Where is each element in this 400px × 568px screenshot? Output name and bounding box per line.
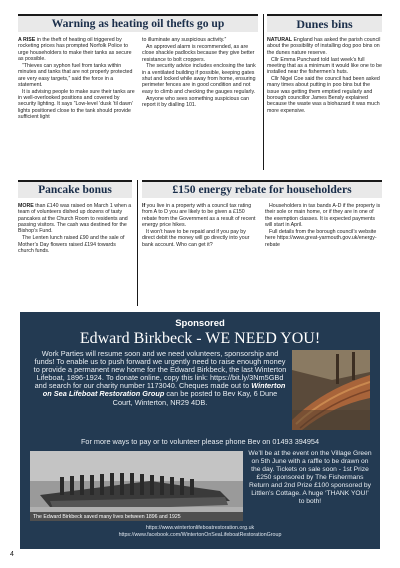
energy-article-col1 [142, 203, 257, 248]
energy-para: Full details from the borough council’s website here https://www.great-yarmouth.gov.uk/energy-rebate [265, 228, 377, 248]
sponsored-title: Edward Birkbeck - WE NEED YOU! [79, 330, 321, 347]
oil-headline: Warning as heating oil thefts go up [18, 14, 258, 32]
oil-article-col2 [142, 37, 259, 109]
energy-para: If you live in a property with a council tax rating from A to D you are likely to be given a £150 rebate from the Government as a result of recent energy price hikes. [142, 203, 256, 229]
pancake-headline: Pancake bonus [18, 180, 132, 198]
pancake-para: The Lenten lunch raised £90 and the sale of Mother’s Day flowers raised £194 towards church funds. [18, 235, 125, 254]
sponsored-intro: Work Parties will resume soon and we need volunteers, sponsorship and funds! To enable us to push forward we urgently need to raise enough money to provide a permanent new home for the Edward Birkbeck, the last Winterton Lifeboat, 1896-1924. To donate online, copy this link: https://bit.ly/3Nm5GBd and search for our charity number 1173040. Cheques made out to Winterton on Sea Lifeboat Restoration Group can be posted to Bev Kay, 6 Dune Court, Winterton, NR29 4DB. [33, 349, 287, 407]
oil-para: It is advising people to make sure their tanks are in well-overlooked positions and covered by security lighting. It says “Low-level ‘dusk ‘til dawn’ lights positioned close to the tank should provide sufficient light [18, 88, 135, 121]
energy-para: It won’t have to be repaid and if you pay by direct debit the money will go directly into your bank account. Who can get it? [142, 228, 250, 248]
website-link[interactable]: https://www.wintertonlifeboatrestoration.org.uk [145, 525, 255, 531]
oil-para: Anyone who sees something suspicious can report it by dialling 101. [142, 95, 250, 108]
oil-para: A RISE in the theft of heating oil triggered by rocketing prices has prompted Norfolk Police to urge householders to make their tanks as secure as possible. [18, 37, 132, 63]
energy-article-col2 [265, 203, 382, 248]
facebook-link[interactable]: https://www.facebook.com/WintertonOnSeaLifeboatRestorationGroup [118, 531, 282, 538]
sponsored-links [20, 525, 380, 538]
column-divider [263, 14, 264, 170]
crew-photo-caption: The Edward Birkbeck saved many lives between 1896 and 1925 [30, 512, 243, 521]
dunes-para: Cllr Nigel Coe said the council had been asked many times about putting in poo bins but the issue was getting them emptied regularly and borough councillor James Bensly explained because the waste was a biohazard it was much more expensive. [267, 76, 380, 114]
dunes-para: Cllr Emma Punchard told last week’s full meeting that as a minimum it would like one to be installed near the fishermen’s huts. [267, 56, 382, 76]
dunes-headline: Dunes bins [267, 14, 382, 32]
sponsored-raffle-info: We’ll be at the event on the Village Green on 5th June with a raffle to be drawn on the day. Tickets on sale soon - 1st Prize £250 sponsored by The Fishermans Return and 2nd Prize £100 sponsored by Littlen’s Cottage. A huge ‘THANK YOU!’ to both! [248, 450, 372, 506]
energy-para: Householders in tax bands A-D if the property is their sole or main home, or if they are in one of the exemption classes. It is expected payments will start in April. [265, 203, 381, 229]
oil-para: “Thieves can syphon fuel from tanks within minutes and tanks that are not properly protected are very easy targets,” said the force in a statement. [18, 62, 133, 88]
sponsored-more-info: For more ways to pay or to volunteer please phone Bev on 01493 394954 [80, 437, 320, 446]
dunes-article [267, 37, 382, 115]
page-number: 4 [10, 551, 14, 558]
oil-para: to illuminate any suspicious activity.” [142, 37, 227, 43]
energy-headline: £150 energy rebate for householders [142, 180, 382, 198]
oil-para: An approved alarm is recommended, as are close shackle padlocks because they give better resistance to bolt croppers. [142, 43, 255, 63]
oil-article-col1 [18, 37, 135, 121]
crew-photo [30, 451, 243, 521]
column-divider [137, 180, 138, 306]
sponsored-label: Sponsored [175, 318, 225, 329]
pancake-article [18, 203, 132, 255]
pancake-para: MORE than £140 was raised on March 1 when a team of volunteers dished up dozens of tasty pancakes at the Church Room to residents and passing visitors. The cash was destined for the Bishop’s Fund. [18, 203, 132, 235]
oil-para: The security advice includes enclosing the tank in a ventilated building if possible, keeping gates shut and locked while away from home, ensuring perimeter fences are in good condition and not easy to climb and checking the gauges regularly. [142, 63, 256, 95]
sponsored-box [20, 312, 380, 549]
dunes-para: NATURAL England has asked the parish council about the possibility of installing dog poo bins on the dunes nature reserve. [267, 37, 381, 56]
lifeboat-photo [292, 350, 370, 430]
